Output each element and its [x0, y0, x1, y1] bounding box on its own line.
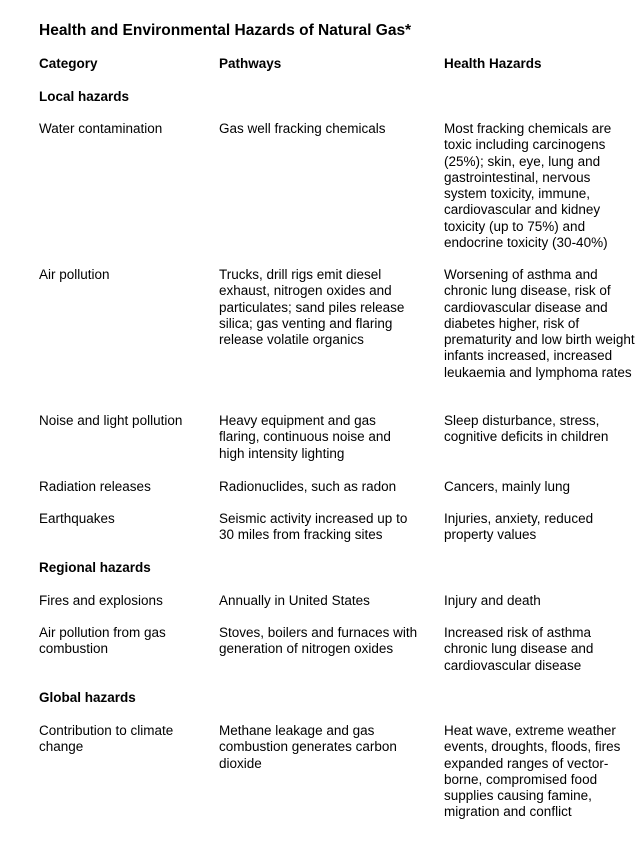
section-heading-global: Global hazards	[39, 690, 136, 705]
category-cell: Noise and light pollution	[39, 413, 183, 428]
health-hazards-cell: Most fracking chemicals are toxic including carcinogens (25%); skin, eye, lung and gastrointestinal, nervous system toxicity, immune, cardiovascular and kidney toxicity (up to 75%) and endocrine toxicity (30-40%)	[444, 121, 612, 251]
pathways-cell: Annually in United States	[219, 593, 370, 608]
document-title: Health and Environmental Hazards of Natural Gas*	[39, 22, 412, 39]
pathways-cell: Seismic activity increased up to 30 miles from fracking sites	[219, 511, 408, 543]
health-hazards-cell: Heat wave, extreme weather events, droughts, floods, fires expanded ranges of vector-borne, compromised food supplies causing famine, migration and conflict	[444, 723, 621, 820]
category-cell: Contribution to climate change	[39, 723, 174, 755]
section-heading-regional: Regional hazards	[39, 560, 151, 575]
health-hazards-cell: Increased risk of asthma chronic lung disease and cardiovascular disease	[444, 625, 594, 673]
section-heading-local: Local hazards	[39, 89, 130, 104]
category-cell: Fires and explosions	[39, 593, 163, 608]
column-header-pathways: Pathways	[219, 56, 282, 71]
column-header-category: Category	[39, 56, 98, 71]
health-hazards-cell: Cancers, mainly lung	[444, 479, 571, 494]
category-cell: Water contamination	[39, 121, 163, 136]
category-cell: Radiation releases	[39, 479, 151, 494]
pathways-cell: Stoves, boilers and furnaces with generation of nitrogen oxides	[219, 625, 418, 657]
health-hazards-cell: Worsening of asthma and chronic lung disease, risk of cardiovascular disease and diabetes higher, risk of prematurity and low birth weight infants increased, increased leukaemia and lymphoma rates	[444, 267, 635, 380]
pathways-cell: Heavy equipment and gas flaring, continuous noise and high intensity lighting	[219, 413, 391, 461]
pathways-cell: Trucks, drill rigs emit diesel exhaust, nitrogen oxides and particulates; sand piles release silica; gas venting and flaring release volatile organics	[219, 267, 405, 348]
pathways-cell: Gas well fracking chemicals	[219, 121, 386, 136]
category-cell: Air pollution	[39, 267, 110, 282]
health-hazards-cell: Injury and death	[444, 593, 541, 608]
category-cell: Air pollution from gas combustion	[39, 625, 166, 657]
column-header-health-hazards: Health Hazards	[444, 56, 542, 71]
pathways-cell: Radionuclides, such as radon	[219, 479, 397, 494]
pathways-cell: Methane leakage and gas combustion generates carbon dioxide	[219, 723, 397, 771]
category-cell: Earthquakes	[39, 511, 115, 526]
health-hazards-cell: Sleep disturbance, stress, cognitive deficits in children	[444, 413, 609, 445]
health-hazards-cell: Injuries, anxiety, reduced property values	[444, 511, 594, 543]
